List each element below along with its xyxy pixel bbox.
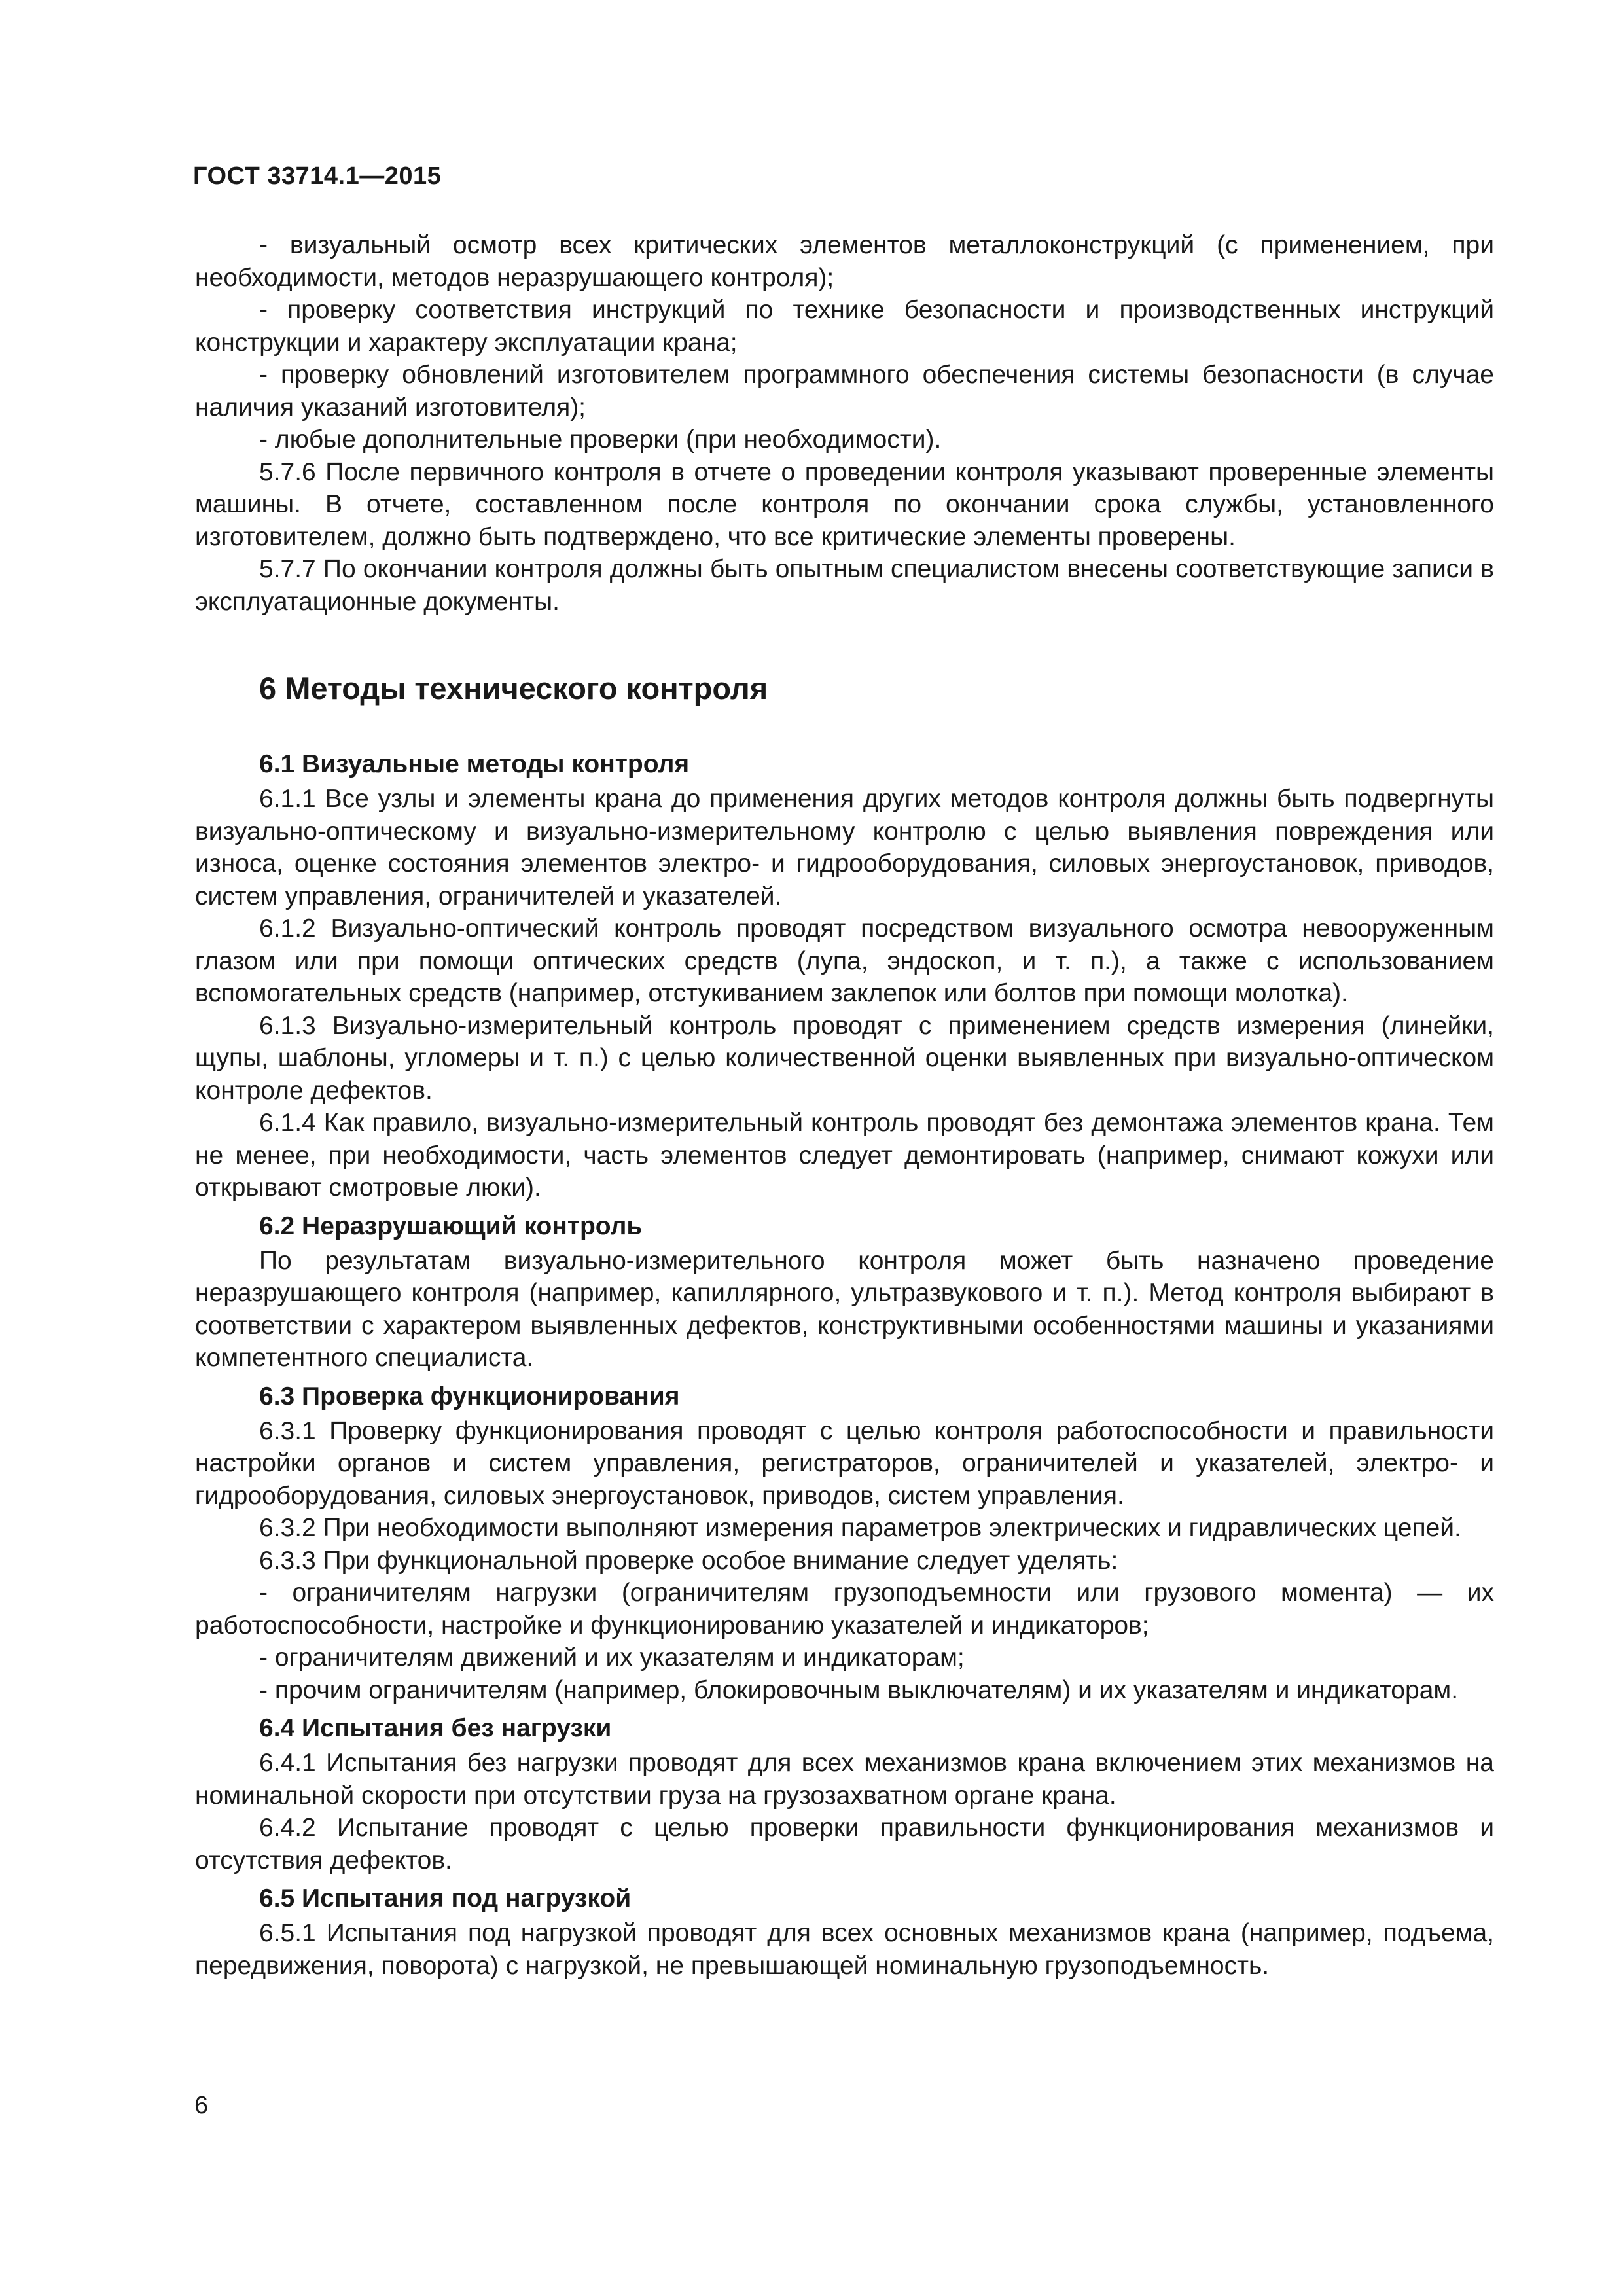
paragraph: 6.1.2 Визуально-оптический контроль проводят посредством визуального осмотра невооруженным глазом или при помощи оптических средств (лупа, эндоскоп, и т. п.), а также с использованием вспомогательных средств (например, отстукиванием заклепок или болтов при помощи молотка). xyxy=(195,914,1494,1007)
paragraph: 6.1.1 Все узлы и элементы крана до применения других методов контроля должны быть подвергнуты визуально-оптическому и визуально-измерительному контролю с целью выявления повреждения или износа, оценке состояния элементов электро- и гидрооборудования, силовых энергоустановок, приводов, систем управления, ограничителей и указателей. xyxy=(195,785,1494,910)
paragraph: По результатам визуально-измерительного контроля может быть назначено проведение неразрушающего контроля (например, капиллярного, ультразвукового и т. п.). Метод контроля выбирают в соответствии с характером выявленных дефектов, конструктивными особенностями машины и указаниями компетентного специалиста. xyxy=(195,1246,1494,1372)
paragraph: 6.4.1 Испытания без нагрузки проводят для всех механизмов крана включением этих механизмов на номинальной скорости при отсутствии груза на грузозахватном органе крана. xyxy=(195,1749,1494,1810)
list-item: - прочим ограничителям (например, блокировочным выключателям) и их указателям и индикаторам. xyxy=(259,1676,1459,1704)
paragraph: 6.3.1 Проверку функционирования проводят с целью контроля работоспособности и правильности настройки органов и систем управления, регистраторов, ограничителей и указателей, электро- и гидрооборудования, силовых энергоустановок, приводов, систем управления. xyxy=(195,1416,1494,1510)
page-number: 6 xyxy=(194,2092,209,2119)
subsection-heading: 6.2 Неразрушающий контроль xyxy=(259,1211,643,1240)
section-heading: 6 Методы технического контроля xyxy=(259,671,768,706)
paragraph: 5.7.6 После первичного контроля в отчете о проведении контроля указывают проверенные элементы машины. В отчете, составленном после контроля по окончании срока службы, установленного изготовителем, должно быть подтверждено, что все критические элементы проверены. xyxy=(195,457,1494,551)
list-item: - проверку обновлений изготовителем программного обеспечения системы безопасности (в случае наличия указаний изготовителя); xyxy=(195,361,1494,422)
list-item: - ограничителям нагрузки (ограничителям грузоподъемности или грузового момента) — их работоспособности, настройке и функционированию указателей и индикаторов; xyxy=(195,1579,1494,1640)
paragraph: 6.3.3 При функциональной проверке особое внимание следует уделять: xyxy=(259,1546,1118,1575)
list-item: - ограничителям движений и их указателям и индикаторам; xyxy=(259,1643,965,1672)
subsection-heading: 6.3 Проверка функционирования xyxy=(259,1382,680,1410)
paragraph: 6.1.3 Визуально-измерительный контроль проводят с применением средств измерения (линейки, щупы, шаблоны, угломеры и т. п.) с целью количественной оценки выявленных при визуально-оптическом контроле дефектов. xyxy=(195,1011,1494,1105)
document-header: ГОСТ 33714.1—2015 xyxy=(193,162,442,190)
list-item: - визуальный осмотр всех критических элементов металлоконструкций (с применением, при необходимости, методов неразрушающего контроля); xyxy=(195,231,1494,292)
list-item: - проверку соответствия инструкций по технике безопасности и производственных инструкций конструкции и характеру эксплуатации крана; xyxy=(195,296,1494,357)
list-item: - любые дополнительные проверки (при необходимости). xyxy=(259,425,942,454)
paragraph: 6.1.4 Как правило, визуально-измерительный контроль проводят без демонтажа элементов крана. Тем не менее, при необходимости, часть элементов следует демонтировать (например, снимают кожухи или открывают смотровые люки). xyxy=(195,1109,1494,1202)
paragraph: 6.5.1 Испытания под нагрузкой проводят для всех основных механизмов крана (например, подъема, передвижения, поворота) с нагрузкой, не превышающей номинальную грузоподъемность. xyxy=(195,1919,1494,1980)
subsection-heading: 6.4 Испытания без нагрузки xyxy=(259,1714,612,1742)
paragraph: 5.7.7 По окончании контроля должны быть опытным специалистом внесены соответствующие записи в эксплуатационные документы. xyxy=(195,555,1494,616)
paragraph: 6.4.2 Испытание проводят с целью проверки правильности функционирования механизмов и отсутствия дефектов. xyxy=(195,1814,1494,1874)
subsection-heading: 6.5 Испытания под нагрузкой xyxy=(259,1884,632,1912)
subsection-heading: 6.1 Визуальные методы контроля xyxy=(259,750,690,778)
paragraph: 6.3.2 При необходимости выполняют измерения параметров электрических и гидравлических цепей. xyxy=(259,1514,1461,1542)
document-body xyxy=(195,229,1494,1982)
